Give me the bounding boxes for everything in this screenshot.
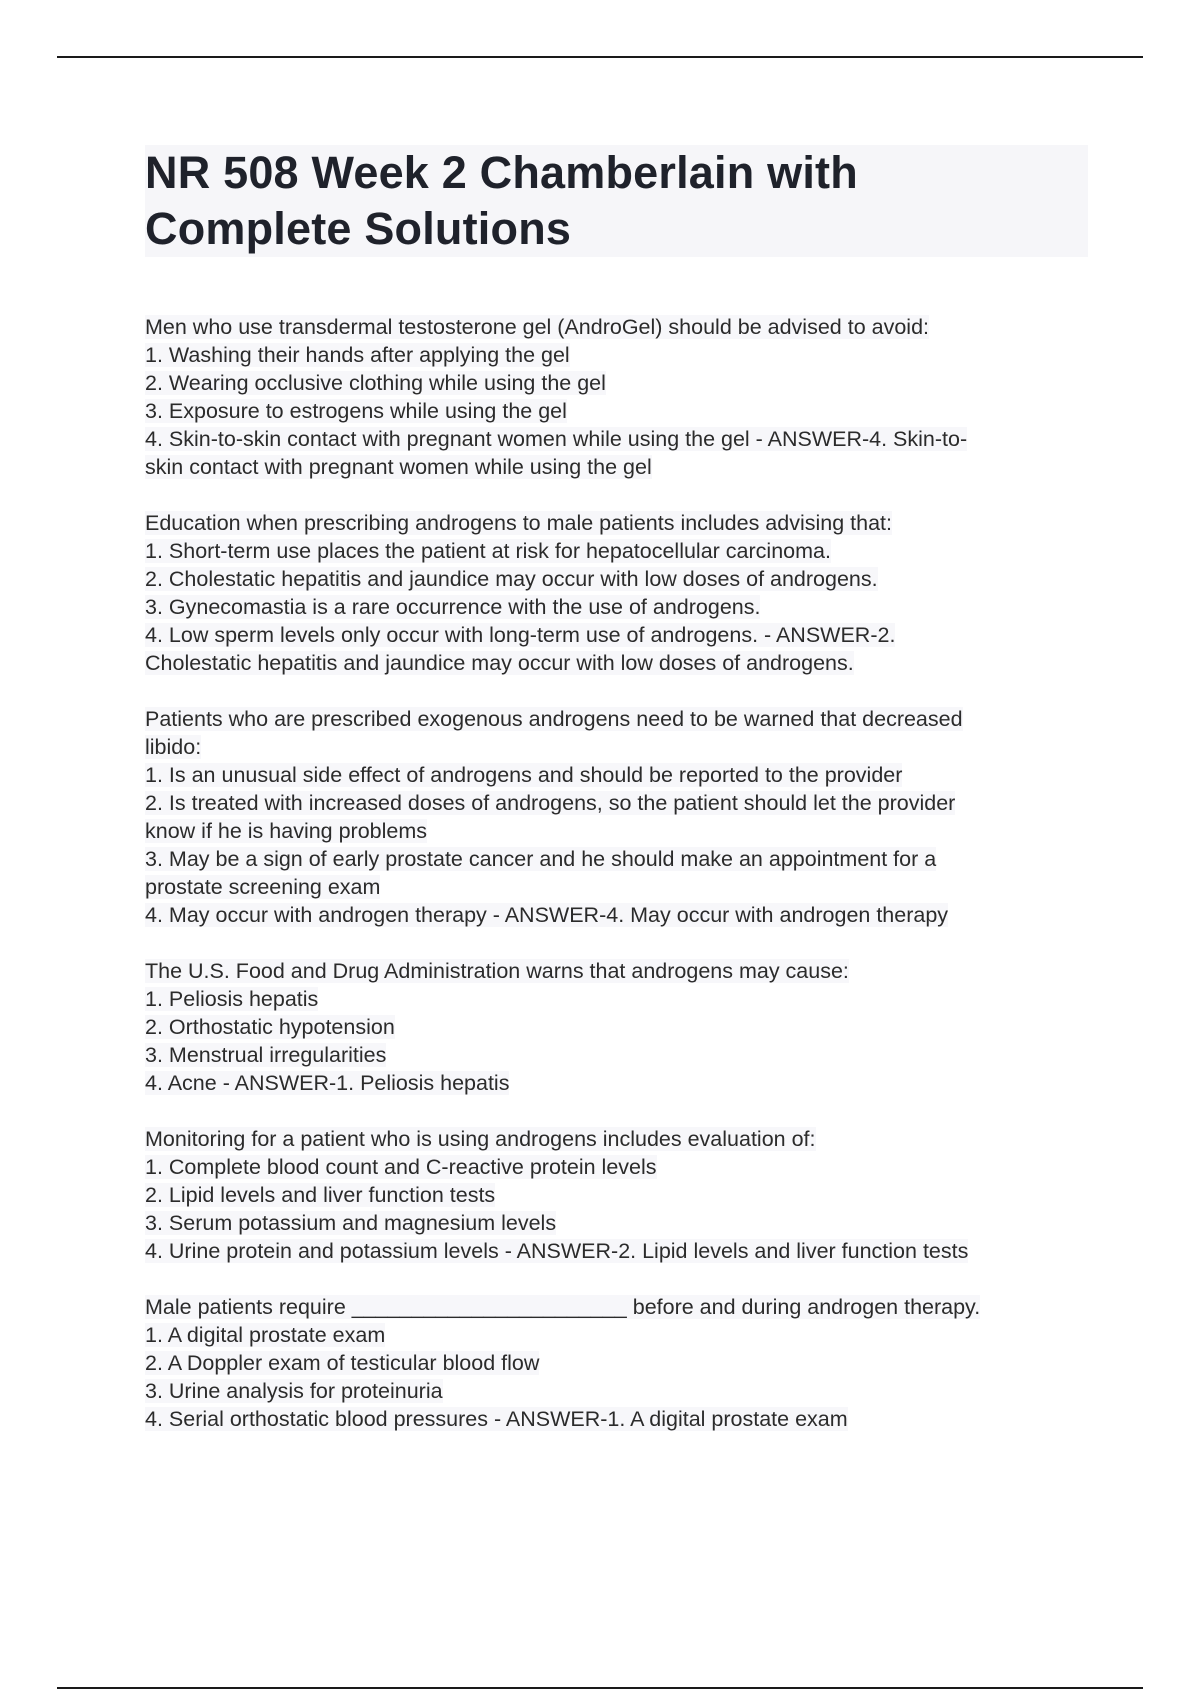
option-2: 2. Orthostatic hypotension (145, 1015, 395, 1039)
option-4-with-answer: 4. Serial orthostatic blood pressures - ANSWER-1. A digital prostate exam (145, 1407, 848, 1431)
question-block-5 (145, 1125, 1085, 1265)
question-text: Men who use transdermal testosterone gel (AndroGel) should be advised to avoid: (145, 315, 929, 339)
option-4-with-answer: 4. Low sperm levels only occur with long-term use of androgens. - ANSWER-2. (145, 623, 896, 647)
question-text: Education when prescribing androgens to male patients includes advising that: (145, 511, 892, 535)
option-2: 2. Cholestatic hepatitis and jaundice may occur with low doses of androgens. (145, 567, 878, 591)
title-block (145, 145, 1088, 257)
answer-continuation: skin contact with pregnant women while using the gel (145, 455, 652, 479)
question-block-4 (145, 957, 1085, 1097)
option-3: 3. Exposure to estrogens while using the gel (145, 399, 567, 423)
option-3: 3. Menstrual irregularities (145, 1043, 387, 1067)
option-1: 1. Washing their hands after applying the gel (145, 343, 570, 367)
question-text: Patients who are prescribed exogenous androgens need to be warned that decreased (145, 707, 963, 731)
option-4-with-answer: 4. Skin-to-skin contact with pregnant women while using the gel - ANSWER-4. Skin-to- (145, 427, 968, 451)
option-4-with-answer: 4. May occur with androgen therapy - ANSWER-4. May occur with androgen therapy (145, 903, 949, 927)
option-2: 2. Lipid levels and liver function tests (145, 1183, 496, 1207)
title-line-1: NR 508 Week 2 Chamberlain with (145, 147, 858, 198)
answer-continuation: Cholestatic hepatitis and jaundice may occur with low doses of androgens. (145, 651, 854, 675)
question-text-continuation: libido: (145, 735, 202, 759)
option-3-continuation: prostate screening exam (145, 875, 381, 899)
question-text: The U.S. Food and Drug Administration warns that androgens may cause: (145, 959, 849, 983)
questions-list (145, 313, 1085, 1461)
option-1: 1. Short-term use places the patient at risk for hepatocellular carcinoma. (145, 539, 831, 563)
question-text: Monitoring for a patient who is using androgens includes evaluation of: (145, 1127, 816, 1151)
question-block-1 (145, 313, 1085, 481)
top-rule (57, 56, 1143, 58)
option-1: 1. Is an unusual side effect of androgens and should be reported to the provider (145, 763, 903, 787)
option-4-with-answer: 4. Urine protein and potassium levels - ANSWER-2. Lipid levels and liver function tests (145, 1239, 969, 1263)
document-title (145, 145, 1088, 257)
option-2: 2. Is treated with increased doses of androgens, so the patient should let the provider (145, 791, 956, 815)
question-block-6 (145, 1293, 1085, 1433)
option-2: 2. Wearing occlusive clothing while using the gel (145, 371, 606, 395)
option-3: 3. Gynecomastia is a rare occurrence with the use of androgens. (145, 595, 761, 619)
option-2: 2. A Doppler exam of testicular blood flow (145, 1351, 540, 1375)
option-4-with-answer: 4. Acne - ANSWER-1. Peliosis hepatis (145, 1071, 510, 1095)
option-1: 1. Peliosis hepatis (145, 987, 319, 1011)
option-3: 3. May be a sign of early prostate cancer and he should make an appointment for a (145, 847, 937, 871)
option-1: 1. Complete blood count and C-reactive protein levels (145, 1155, 657, 1179)
option-3: 3. Serum potassium and magnesium levels (145, 1211, 557, 1235)
question-text: Male patients require _______________________ before and during androgen therapy. (145, 1295, 981, 1319)
question-block-3 (145, 705, 1085, 929)
option-2-continuation: know if he is having problems (145, 819, 428, 843)
title-line-2: Complete Solutions (145, 203, 572, 254)
question-block-2 (145, 509, 1085, 677)
bottom-rule (57, 1687, 1143, 1689)
option-3: 3. Urine analysis for proteinuria (145, 1379, 443, 1403)
option-1: 1. A digital prostate exam (145, 1323, 386, 1347)
